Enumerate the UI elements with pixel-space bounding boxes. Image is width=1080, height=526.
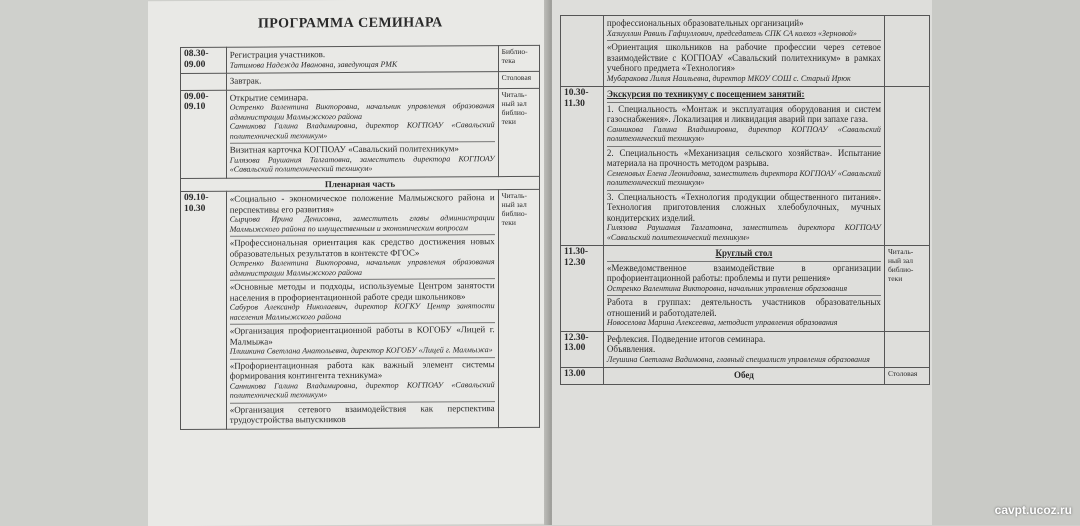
event-item <box>230 402 495 428</box>
event-text: Регистрация участников. <box>229 49 326 60</box>
program-table-right <box>560 15 930 385</box>
event-item <box>607 88 881 103</box>
event-text: профессиональных образовательных организаций» <box>606 18 804 28</box>
event-speaker: Остренко Валентина Викторовна, начальник управления образования администрации Малмыжского района Санникова Галина Владимировна, директор КОГПОАУ «Савальский политехнический техникум» <box>229 101 495 141</box>
schedule-row <box>561 87 930 246</box>
schedule-row <box>181 189 540 429</box>
left-page <box>148 0 548 526</box>
event-text: Открытие семинара. <box>229 91 309 103</box>
place-cell: Читаль- ный зал библио- теки <box>498 189 539 427</box>
event-speaker: Сырцова Ирина Денисовна, заместитель главы администрации Малмыжского района по имущественным и экономическим вопросам <box>229 213 495 234</box>
event-speaker: Остренко Валентина Викторовна, начальник управления образования <box>606 283 848 293</box>
event-text: «Профориентационная работа как важный элемент системы формирования контингента техникума» <box>229 358 495 381</box>
event-item <box>230 47 495 72</box>
time-cell: 13.00 <box>561 368 604 385</box>
event-speaker: Хазиуллин Равиль Гафиуллович, председатель СПК СА колхоз «Зерновой» <box>606 28 857 38</box>
events-cell <box>226 88 498 178</box>
time-cell: 09.10- 10.30 <box>181 191 227 429</box>
event-speaker: Мубаракова Лилия Наильевна, директор МКОУ СОШ с. Старый Ирюк <box>606 73 851 83</box>
time-cell: 11.30- 12.30 <box>561 246 604 332</box>
schedule-row <box>561 16 930 87</box>
event-item <box>230 73 495 88</box>
events-cell <box>226 46 498 74</box>
event-item <box>607 296 881 330</box>
event-item <box>607 333 881 367</box>
watermark: cavpt.ucoz.ru <box>994 503 1072 517</box>
event-text: «Ориентация школьников на рабочие профессии через сетевое взаимодействие с КОГПОАУ «Савальский политехникум» в рамках учебного предмета «Технология» <box>606 42 881 73</box>
schedule-row <box>181 88 540 178</box>
event-speaker: Сабуров Александр Николаевич, директор КОГКУ Центр занятости населения Малмыжского района <box>229 301 495 322</box>
event-item <box>607 41 881 85</box>
event-text: «Организация сетевого взаимодействия как перспектива трудоустройства выпускников <box>229 402 495 425</box>
event-item <box>607 17 881 41</box>
time-cell <box>561 16 604 87</box>
program-table-left <box>180 45 540 430</box>
place-cell <box>884 16 929 87</box>
event-text: Визитная карточка КОГПОАУ «Савальский политехникум» <box>229 143 459 155</box>
event-item <box>230 279 495 325</box>
event-item <box>230 323 495 359</box>
event-item <box>607 191 881 245</box>
event-item <box>607 103 881 147</box>
event-speaker: Новоселова Марина Алексеевна, методист управления образования <box>606 318 838 327</box>
event-speaker: Гилязова Раушания Талгатовна, заместитель директора КОГПОАУ «Савальский политехнический техникум» <box>606 223 881 242</box>
event-speaker: Санникова Галина Владимировна, директор КОГПОАУ «Савальский политехнический техникум» <box>606 124 881 143</box>
event-text: «Организация профориентационной работы в КОГОБУ «Лицей г. Малмыжа» <box>229 324 495 347</box>
event-text: Рефлексия. Подведение итогов семинара. Объявления. <box>606 333 766 354</box>
event-text: 1. Специальность «Монтаж и эксплуатация оборудования и систем газоснабжения». Локализация и ликвидация аварий при запахе газа. <box>606 103 881 124</box>
events-cell <box>226 72 498 90</box>
events-cell <box>226 190 498 429</box>
event-speaker: Плишкина Светлана Анатольевна, директор КОГОБУ «Лицей г. Малмыжа» <box>229 345 493 356</box>
schedule-row <box>561 246 930 332</box>
schedule-row <box>181 45 540 73</box>
event-text: Завтрак. <box>229 75 262 86</box>
background-surface <box>932 0 1080 525</box>
event-speaker: Леушина Светлана Вадимовна, главный специалист управления образования <box>606 354 870 364</box>
event-speaker: Гилязова Раушания Талгатовна, заместитель директора КОГПОАУ «Савальский политехнический техникум» <box>229 153 495 174</box>
section-heading: Пленарная часть <box>181 176 540 192</box>
event-text: 2. Специальность «Механизация сельского хозяйства». Испытание материала на прочность методом разрыва. <box>606 147 881 168</box>
event-item <box>607 147 881 191</box>
time-cell: 12.30- 13.00 <box>561 331 604 368</box>
time-cell: 08.30- 09.00 <box>181 47 227 73</box>
event-speaker: Остренко Валентина Викторовна, начальник управления образования администрации Малмыжского района <box>229 257 495 278</box>
event-item <box>230 235 495 281</box>
event-item <box>607 247 881 262</box>
events-cell <box>603 16 884 87</box>
right-page <box>552 0 932 525</box>
time-cell <box>181 73 227 90</box>
event-text: «Профессиональная ориентация как средство достижения новых образовательных результатов в контексте ФГОС» <box>229 236 495 259</box>
time-cell: 09.00- 09.10 <box>181 90 227 178</box>
schedule-row <box>561 331 930 368</box>
events-cell <box>603 331 884 368</box>
events-cell <box>603 368 884 385</box>
event-text: Обед <box>734 370 754 380</box>
event-speaker: Санникова Галина Владимировна, директор КОГПОАУ «Савальский политехнический техникум» <box>229 379 495 400</box>
event-item <box>230 142 495 176</box>
page-title: ПРОГРАММА СЕМИНАРА <box>258 15 443 32</box>
place-cell: Читаль- ный зал библио- теки <box>884 246 929 332</box>
events-cell <box>603 246 884 332</box>
event-item <box>230 191 495 237</box>
place-cell <box>884 331 929 368</box>
event-item <box>607 262 881 297</box>
event-item <box>230 90 495 144</box>
event-text: Работа в группах: деятельность участников образовательных отношений и работодателей. <box>606 297 881 318</box>
event-text: Круглый стол <box>715 248 773 258</box>
event-text: «Социально - экономическое положение Малмыжского района и перспективы его развития» <box>229 192 495 215</box>
event-text: «Основные методы и подходы, используемые Центром занятости населения в профориентационной работе среди школьников» <box>229 280 495 303</box>
event-item <box>607 369 881 383</box>
place-cell: Столовая <box>884 368 929 385</box>
place-cell: Читаль- ный зал библио- теки <box>498 88 539 176</box>
event-speaker: Семеновых Елена Леонидовна, заместитель директора КОГПОАУ «Савальский политехнический техникум» <box>606 168 881 187</box>
place-cell: Столовая <box>498 71 539 88</box>
event-text: 3. Специальность «Технология продукции общественного питания». Технология приготовления сложных хлебобулочных, мучных кондитерских изделий. <box>606 191 881 223</box>
place-cell <box>884 87 929 246</box>
event-text: Экскурсия по техникуму с посещением занятий: <box>606 89 805 99</box>
events-cell <box>603 87 884 246</box>
event-text: «Межведомственное взаимодействие в организации профориентационной работы: проблемы и пути решения» <box>606 262 881 283</box>
schedule-row <box>561 368 930 385</box>
time-cell: 10.30- 11.30 <box>561 87 604 246</box>
place-cell: Библио- тека <box>498 45 539 71</box>
event-item <box>230 358 495 404</box>
event-speaker: Татимова Надежда Ивановна, заведующая РМК <box>229 59 398 70</box>
